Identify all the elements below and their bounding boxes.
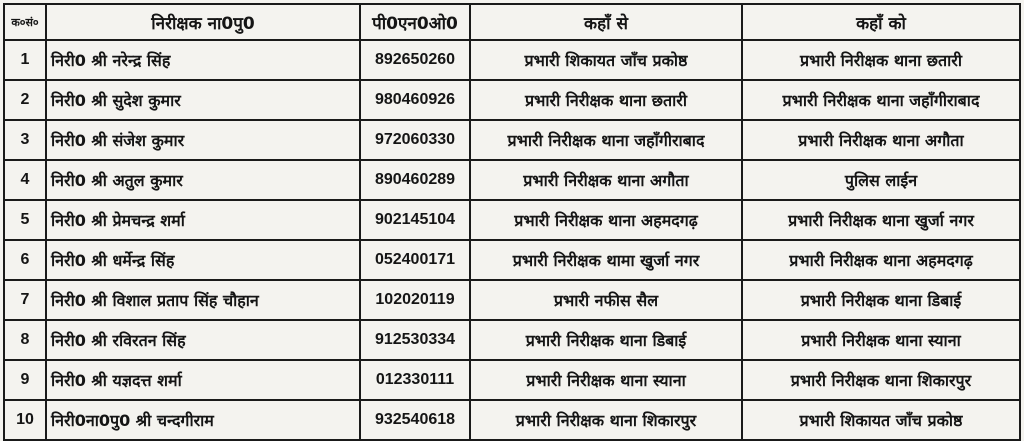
transfer-table xyxy=(3,3,1021,441)
header-row xyxy=(4,4,1020,40)
pno-cell: 892650260 xyxy=(360,40,470,80)
serial-number-cell: 2 xyxy=(4,80,46,120)
table-row xyxy=(4,80,1020,120)
pno-cell: 012330111 xyxy=(360,360,470,400)
pno-cell: 980460926 xyxy=(360,80,470,120)
table-row xyxy=(4,360,1020,400)
header-inspector-name: निरीक्षक ना0पु0 xyxy=(46,4,360,40)
pno-cell: 052400171 xyxy=(360,240,470,280)
from-post-cell: प्रभारी निरीक्षक थामा खुर्जा नगर xyxy=(470,240,742,280)
to-post-cell: प्रभारी निरीक्षक थाना खुर्जा नगर xyxy=(742,200,1020,240)
inspector-name-cell: निरी0 श्री यज्ञदत्त शर्मा xyxy=(46,360,360,400)
inspector-name-cell: निरी0 श्री संजेश कुमार xyxy=(46,120,360,160)
to-post-cell: प्रभारी निरीक्षक थाना जहाँगीराबाद xyxy=(742,80,1020,120)
from-post-cell: प्रभारी निरीक्षक थाना स्याना xyxy=(470,360,742,400)
serial-number-cell: 9 xyxy=(4,360,46,400)
from-post-cell: प्रभारी नफीस सैल xyxy=(470,280,742,320)
header-from: कहाँ से xyxy=(470,4,742,40)
serial-number-cell: 5 xyxy=(4,200,46,240)
serial-number-cell: 7 xyxy=(4,280,46,320)
table-row xyxy=(4,160,1020,200)
to-post-cell: पुलिस लाईन xyxy=(742,160,1020,200)
header-serial-number: क०सं० xyxy=(4,4,46,40)
header-pno: पी0एन0ओ0 xyxy=(360,4,470,40)
serial-number-cell: 10 xyxy=(4,400,46,440)
inspector-name-cell: निरी0 श्री विशाल प्रताप सिंह चौहान xyxy=(46,280,360,320)
to-post-cell: प्रभारी निरीक्षक थाना अहमदगढ़ xyxy=(742,240,1020,280)
serial-number-cell: 4 xyxy=(4,160,46,200)
inspector-name-cell: निरी0 श्री रविरतन सिंह xyxy=(46,320,360,360)
serial-number-cell: 8 xyxy=(4,320,46,360)
from-post-cell: प्रभारी निरीक्षक थाना शिकारपुर xyxy=(470,400,742,440)
to-post-cell: प्रभारी निरीक्षक थाना शिकारपुर xyxy=(742,360,1020,400)
to-post-cell: प्रभारी निरीक्षक थाना स्याना xyxy=(742,320,1020,360)
to-post-cell: प्रभारी निरीक्षक थाना अगौता xyxy=(742,120,1020,160)
pno-cell: 972060330 xyxy=(360,120,470,160)
pno-cell: 890460289 xyxy=(360,160,470,200)
table-row xyxy=(4,40,1020,80)
transfer-document xyxy=(3,3,1019,435)
pno-cell: 902145104 xyxy=(360,200,470,240)
inspector-name-cell: निरी0 श्री प्रेमचन्द्र शर्मा xyxy=(46,200,360,240)
table-row xyxy=(4,120,1020,160)
serial-number-cell: 6 xyxy=(4,240,46,280)
table-row xyxy=(4,200,1020,240)
from-post-cell: प्रभारी शिकायत जाँच प्रकोष्ठ xyxy=(470,40,742,80)
table-row xyxy=(4,280,1020,320)
serial-number-cell: 1 xyxy=(4,40,46,80)
table-row xyxy=(4,320,1020,360)
to-post-cell: प्रभारी निरीक्षक थाना डिबाई xyxy=(742,280,1020,320)
inspector-name-cell: निरी0 श्री नरेन्द्र सिंह xyxy=(46,40,360,80)
table-row xyxy=(4,240,1020,280)
inspector-name-cell: निरी0ना0पु0 श्री चन्दगीराम xyxy=(46,400,360,440)
serial-number-cell: 3 xyxy=(4,120,46,160)
inspector-name-cell: निरी0 श्री धर्मेन्द्र सिंह xyxy=(46,240,360,280)
pno-cell: 912530334 xyxy=(360,320,470,360)
to-post-cell: प्रभारी निरीक्षक थाना छतारी xyxy=(742,40,1020,80)
to-post-cell: प्रभारी शिकायत जाँच प्रकोष्ठ xyxy=(742,400,1020,440)
from-post-cell: प्रभारी निरीक्षक थाना जहाँगीराबाद xyxy=(470,120,742,160)
table-row xyxy=(4,400,1020,440)
from-post-cell: प्रभारी निरीक्षक थाना अगौता xyxy=(470,160,742,200)
pno-cell: 102020119 xyxy=(360,280,470,320)
inspector-name-cell: निरी0 श्री अतुल कुमार xyxy=(46,160,360,200)
from-post-cell: प्रभारी निरीक्षक थाना अहमदगढ़ xyxy=(470,200,742,240)
from-post-cell: प्रभारी निरीक्षक थाना डिबाई xyxy=(470,320,742,360)
inspector-name-cell: निरी0 श्री सुदेश कुमार xyxy=(46,80,360,120)
from-post-cell: प्रभारी निरीक्षक थाना छतारी xyxy=(470,80,742,120)
header-to: कहाँ को xyxy=(742,4,1020,40)
pno-cell: 932540618 xyxy=(360,400,470,440)
